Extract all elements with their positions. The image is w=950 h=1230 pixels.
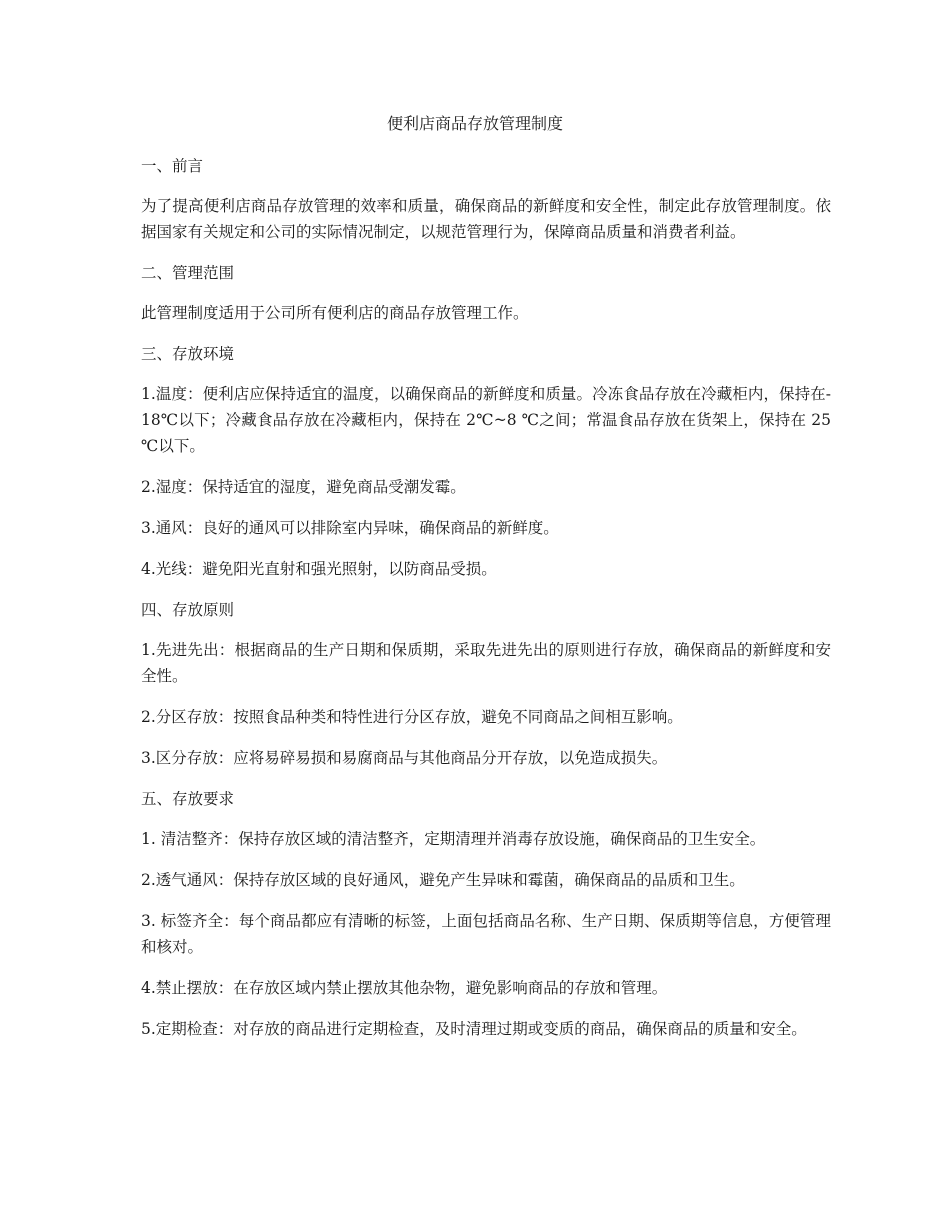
paragraph: 5.定期检查：对存放的商品进行定期检查，及时清理过期或变质的商品，确保商品的质量和安全。 xyxy=(141,1020,807,1038)
section-preface xyxy=(141,153,831,245)
paragraph: 此管理制度适用于公司所有便利店的商品存放管理工作。 xyxy=(141,304,529,322)
paragraph: 2.透气通风：保持存放区域的良好通风，避免产生异味和霉菌，确保商品的品质和卫生。 xyxy=(141,871,745,889)
section-heading: 三、存放环境 xyxy=(141,345,235,363)
paragraph: 2.分区存放：按照食品种类和特性进行分区存放，避免不同商品之间相互影响。 xyxy=(141,708,683,726)
paragraph: 2.湿度：保持适宜的湿度，避免商品受潮发霉。 xyxy=(141,478,466,496)
paragraph: 1.先进先出：根据商品的生产日期和保质期，采取先进先出的原则进行存放，确保商品的新鲜度和安全性。 xyxy=(141,641,831,685)
section-heading: 四、存放原则 xyxy=(141,601,235,619)
section-storage-environment xyxy=(141,341,831,582)
paragraph: 3.通风：良好的通风可以排除室内异味，确保商品的新鲜度。 xyxy=(141,519,559,537)
paragraph: 1. 清洁整齐：保持存放区域的清洁整齐，定期清理并消毒存放设施，确保商品的卫生安全。 xyxy=(141,830,766,848)
section-storage-requirements xyxy=(141,786,831,1042)
section-heading: 二、管理范围 xyxy=(141,264,235,282)
paragraph: 4.禁止摆放：在存放区域内禁止摆放其他杂物，避免影响商品的存放和管理。 xyxy=(141,979,668,997)
paragraph: 4.光线：避免阳光直射和强光照射，以防商品受损。 xyxy=(141,560,497,578)
paragraph: 3. 标签齐全：每个商品都应有清晰的标签，上面包括商品名称、生产日期、保质期等信息，方便管理和核对。 xyxy=(141,912,831,956)
paragraph: 为了提高便利店商品存放管理的效率和质量，确保商品的新鲜度和安全性，制定此存放管理制度。依据国家有关规定和公司的实际情况制定，以规范管理行为，保障商品质量和消费者利益。 xyxy=(141,197,831,241)
section-heading: 五、存放要求 xyxy=(141,790,235,808)
paragraph: 1.温度：便利店应保持适宜的温度，以确保商品的新鲜度和质量。冷冻食品存放在冷藏柜内，保持在-18℃以下；冷藏食品存放在冷藏柜内，保持在 2℃~8 ℃之间；常温食品存放在货架上，保持在 25 ℃以下。 xyxy=(141,385,831,455)
section-storage-principles xyxy=(141,597,831,771)
section-scope xyxy=(141,260,831,326)
document-body xyxy=(141,153,831,1057)
document-title: 便利店商品存放管理制度 xyxy=(386,114,563,133)
paragraph: 3.区分存放：应将易碎易损和易腐商品与其他商品分开存放，以免造成损失。 xyxy=(141,749,668,767)
section-heading: 一、前言 xyxy=(141,157,204,175)
